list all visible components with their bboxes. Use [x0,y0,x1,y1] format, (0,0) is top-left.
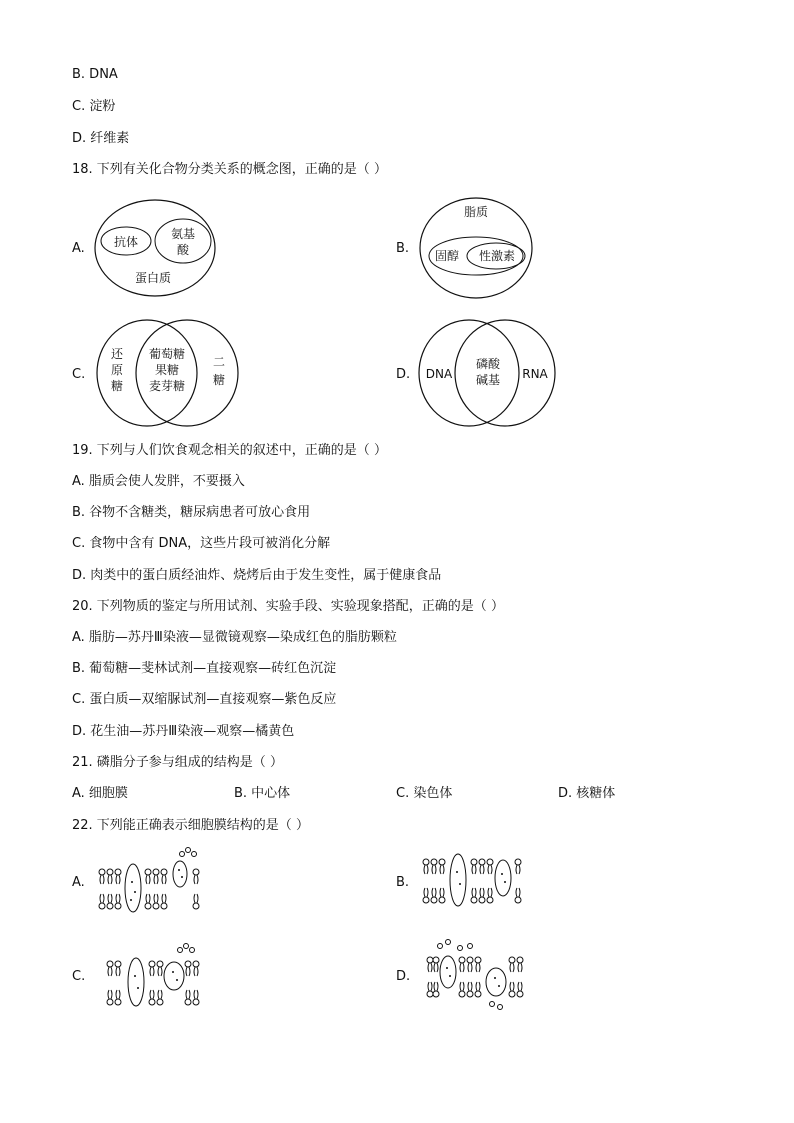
q18-c-diagram [95,318,245,428]
q18-b-inner-text: 性激素 [478,249,516,263]
phospholipid-tail [510,963,514,972]
phospholipid-tail [432,888,436,897]
phospholipid-head [115,869,121,875]
q18-c-left-text2: 原 [110,363,124,377]
q22-a-label: A. [72,875,85,890]
phospholipid-tail [146,894,150,903]
phospholipid-tail [476,982,480,991]
q18-d-label: D. [396,367,411,382]
phospholipid-head [157,961,163,967]
phospholipid-head [459,957,465,963]
phospholipid-head [161,869,167,875]
phospholipid-tail [472,865,476,874]
phospholipid-tail [476,963,480,972]
phospholipid-head [107,903,113,909]
phospholipid-tail [100,875,104,884]
phospholipid-head [145,869,151,875]
phospholipid-tail [460,982,464,991]
phospholipid-tail [488,888,492,897]
phospholipid-tail [510,982,514,991]
phospholipid-tail [428,963,432,972]
phospholipid-tail [516,888,520,897]
phospholipid-head [185,961,191,967]
phospholipid-head [517,957,523,963]
phospholipid-tail [116,967,120,976]
phospholipid-tail [424,865,428,874]
phospholipid-head [193,903,199,909]
option-c-starch: C. 淀粉 [72,99,116,114]
phospholipid-tail [434,982,438,991]
phospholipid-head [185,999,191,1005]
q21-stem: 21. 磷脂分子参与组成的结构是（ ） [72,755,283,770]
phospholipid-head [145,903,151,909]
phospholipid-tail [480,888,484,897]
phospholipid-head [161,903,167,909]
phospholipid-tail [440,865,444,874]
phospholipid-tail [194,990,198,999]
option-b-dna: B. DNA [72,67,118,82]
q18-b-label: B. [396,241,410,256]
phospholipid-tail [480,865,484,874]
phospholipid-head [149,999,155,1005]
q21-option-c: C. 染色体 [396,786,453,801]
q18-a-inner1-text: 抗体 [113,235,139,249]
q18-a-inner2-text2: 酸 [176,243,190,257]
phospholipid-tail [162,894,166,903]
q20-option-a: A. 脂肪—苏丹Ⅲ染液—显微镜观察—染成红色的脂肪颗粒 [72,630,397,645]
q18-b-outer-text: 脂质 [463,205,489,219]
phospholipid-tail [154,894,158,903]
phospholipid-head [153,903,159,909]
phospholipid-tail [194,967,198,976]
phospholipid-head [515,897,521,903]
q19-stem: 19. 下列与人们饮食观念相关的叙述中，正确的是（ ） [72,443,387,458]
q18-c-mid-text2: 果糖 [154,363,180,377]
q22-d-membrane-diagram [420,938,540,1010]
phospholipid-tail [158,990,162,999]
phospholipid-head [479,897,485,903]
phospholipid-tail [162,875,166,884]
q21-option-d: D. 核糖体 [558,786,616,801]
phospholipid-tail [518,982,522,991]
phospholipid-tail [108,875,112,884]
phospholipid-head [193,999,199,1005]
q18-c-left-text3: 糖 [110,379,124,393]
q19-option-c: C. 食物中含有 DNA，这些片段可被消化分解 [72,536,331,551]
phospholipid-head [107,961,113,967]
q22-d-label: D. [396,969,411,984]
phospholipid-head [433,991,439,997]
q20-option-b: B. 葡萄糖—斐林试剂—直接观察—砖红色沉淀 [72,661,337,676]
q19-option-b: B. 谷物不含糖类，糖尿病患者可放心食用 [72,505,311,520]
q18-a-diagram [93,198,223,298]
phospholipid-tail [194,894,198,903]
phospholipid-tail [460,963,464,972]
phospholipid-tail [150,990,154,999]
phospholipid-tail [194,875,198,884]
phospholipid-head [467,991,473,997]
q22-c-label: C. [72,969,86,984]
phospholipid-head [467,957,473,963]
phospholipid-tail [186,967,190,976]
q18-a-outer-text: 蛋白质 [134,271,172,285]
q18-stem: 18. 下列有关化合物分类关系的概念图，正确的是（ ） [72,162,387,177]
phospholipid-head [431,859,437,865]
phospholipid-tail [116,894,120,903]
q18-d-right-text: RNA [522,367,548,381]
q22-stem: 22. 下列能正确表示细胞膜结构的是（ ） [72,818,309,833]
phospholipid-head [115,999,121,1005]
phospholipid-tail [472,888,476,897]
phospholipid-tail [108,990,112,999]
phospholipid-tail [108,894,112,903]
q22-b-membrane-diagram [420,852,530,912]
phospholipid-head [515,859,521,865]
phospholipid-head [193,869,199,875]
q21-option-b: B. 中心体 [234,786,291,801]
q18-d-mid-text1: 磷酸 [475,357,501,371]
phospholipid-head [99,903,105,909]
phospholipid-head [487,859,493,865]
q18-d-mid-text2: 碱基 [475,373,501,387]
phospholipid-tail [468,963,472,972]
phospholipid-head [153,869,159,875]
q18-b-diagram [418,196,548,300]
phospholipid-head [433,957,439,963]
q18-c-label: C. [72,367,86,382]
phospholipid-head [439,859,445,865]
phospholipid-head [107,999,113,1005]
phospholipid-head [517,991,523,997]
phospholipid-tail [186,990,190,999]
phospholipid-head [431,897,437,903]
phospholipid-tail [150,967,154,976]
phospholipid-head [509,991,515,997]
phospholipid-tail [116,875,120,884]
phospholipid-head [193,961,199,967]
phospholipid-head [475,991,481,997]
phospholipid-head [439,897,445,903]
q21-option-a: A. 细胞膜 [72,786,128,801]
phospholipid-head [423,897,429,903]
phospholipid-tail [488,865,492,874]
phospholipid-head [475,957,481,963]
q18-c-mid-text3: 麦芽糖 [148,379,186,393]
phospholipid-tail [440,888,444,897]
option-d-cellulose: D. 纤维素 [72,131,130,146]
phospholipid-tail [424,888,428,897]
q18-a-inner2-text1: 氨基 [170,227,196,241]
q18-a-label: A. [72,241,85,256]
phospholipid-head [115,961,121,967]
q18-d-diagram [417,318,567,428]
q20-option-d: D. 花生油—苏丹Ⅲ染液—观察—橘黄色 [72,724,295,739]
q18-d-left-text: DNA [425,367,453,381]
phospholipid-tail [116,990,120,999]
phospholipid-tail [516,865,520,874]
phospholipid-head [157,999,163,1005]
phospholipid-tail [158,967,162,976]
q18-c-right-text1: 二 [212,355,226,369]
q22-c-membrane-diagram [100,942,210,1012]
phospholipid-tail [146,875,150,884]
phospholipid-tail [434,963,438,972]
phospholipid-head [99,869,105,875]
phospholipid-head [459,991,465,997]
phospholipid-tail [100,894,104,903]
q18-b-middle-text: 固醇 [434,249,460,263]
phospholipid-head [423,859,429,865]
phospholipid-head [149,961,155,967]
q18-c-right-text2: 糖 [212,373,226,387]
phospholipid-tail [518,963,522,972]
q19-option-d: D. 肉类中的蛋白质经油炸、烧烤后由于发生变性，属于健康食品 [72,568,442,583]
phospholipid-head [427,991,433,997]
phospholipid-tail [428,982,432,991]
q20-option-c: C. 蛋白质—双缩脲试剂—直接观察—紫色反应 [72,692,337,707]
phospholipid-head [509,957,515,963]
phospholipid-head [107,869,113,875]
q19-option-a: A. 脂质会使人发胖，不要摄入 [72,474,245,489]
q22-a-membrane-diagram [96,844,206,916]
q18-c-mid-text1: 葡萄糖 [148,347,186,361]
phospholipid-head [115,903,121,909]
phospholipid-head [479,859,485,865]
phospholipid-head [487,897,493,903]
q20-stem: 20. 下列物质的鉴定与所用试剂、实验手段、实验现象搭配，正确的是（ ） [72,599,504,614]
q22-b-label: B. [396,875,410,890]
q18-c-left-text1: 还 [110,347,124,361]
phospholipid-tail [108,967,112,976]
phospholipid-tail [154,875,158,884]
phospholipid-tail [432,865,436,874]
phospholipid-head [427,957,433,963]
phospholipid-head [471,859,477,865]
phospholipid-tail [468,982,472,991]
phospholipid-head [471,897,477,903]
